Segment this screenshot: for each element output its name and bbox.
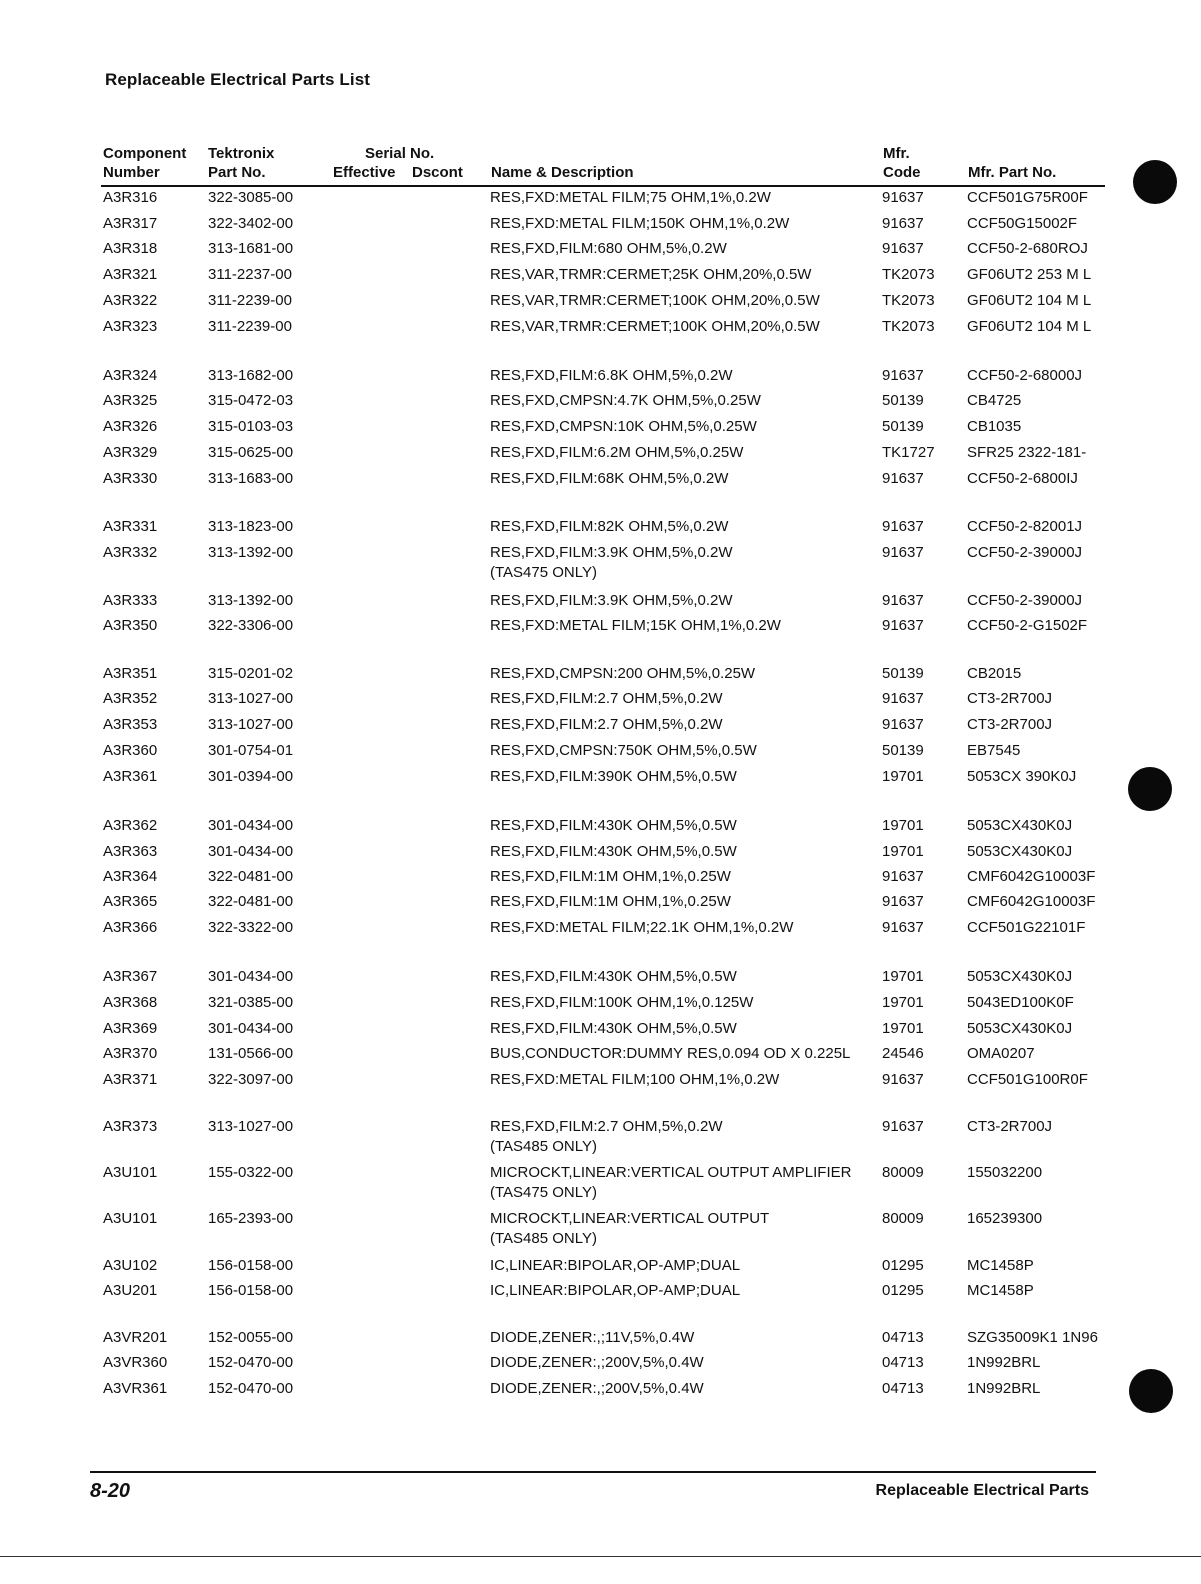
mfr-part-number-cell: CCF501G75R00F (967, 189, 1088, 206)
mfr-part-number-cell: CCF50G15002F (967, 215, 1078, 232)
mfr-code-cell: TK2073 (882, 292, 935, 309)
component-cell: A3R329 (103, 444, 158, 461)
component-cell: A3R351 (103, 665, 158, 682)
name-description-note: (TAS485 ONLY) (490, 1230, 597, 1247)
table-row (0, 317, 1201, 363)
part-number-cell: 152-0470-00 (208, 1380, 294, 1397)
mfr-part-number-cell: CCF50-2-39000J (967, 544, 1083, 561)
binder-hole (1129, 1369, 1173, 1413)
component-cell: A3R362 (103, 817, 158, 834)
name-description-cell: RES,VAR,TRMR:CERMET;100K OHM,20%,0.5W (490, 318, 820, 335)
name-description-cell: RES,FXD,FILM:6.8K OHM,5%,0.2W (490, 367, 733, 384)
binder-hole (1133, 160, 1177, 204)
name-description-cell: DIODE,ZENER:,;200V,5%,0.4W (490, 1380, 704, 1397)
mfr-part-number-cell: CCF501G22101F (967, 919, 1086, 936)
mfr-code-cell: TK2073 (882, 318, 935, 335)
name-description-cell: RES,FXD,FILM:430K OHM,5%,0.5W (490, 817, 737, 834)
part-number-cell: 155-0322-00 (208, 1164, 294, 1181)
mfr-code-cell: 50139 (882, 742, 924, 759)
mfr-part-number-cell: CCF50-2-39000J (967, 592, 1083, 609)
mfr-code-cell: 04713 (882, 1329, 924, 1346)
mfr-code-cell: 91637 (882, 617, 924, 634)
component-cell: A3U201 (103, 1282, 158, 1299)
name-description-cell: RES,FXD,FILM:430K OHM,5%,0.5W (490, 843, 737, 860)
mfr-part-number-cell: MC1458P (967, 1257, 1034, 1274)
mfr-code-cell: 50139 (882, 665, 924, 682)
name-description-cell: RES,FXD:METAL FILM;150K OHM,1%,0.2W (490, 215, 790, 232)
name-description-cell: RES,VAR,TRMR:CERMET;100K OHM,20%,0.5W (490, 292, 820, 309)
mfr-part-number-cell: GF06UT2 104 M L (967, 318, 1092, 335)
component-cell: A3U101 (103, 1164, 158, 1181)
name-description-cell: RES,FXD,FILM:680 OHM,5%,0.2W (490, 240, 727, 257)
mfr-part-number-cell: 5053CX 390K0J (967, 768, 1077, 785)
mfr-code-cell: TK1727 (882, 444, 935, 461)
mfr-code-cell: 91637 (882, 367, 924, 384)
mfr-part-number-cell: CB4725 (967, 392, 1022, 409)
name-description-cell: RES,FXD,CMPSN:200 OHM,5%,0.25W (490, 665, 756, 682)
part-number-cell: 322-3085-00 (208, 189, 294, 206)
name-description-cell: RES,FXD:METAL FILM;100 OHM,1%,0.2W (490, 1071, 780, 1088)
part-number-cell: 156-0158-00 (208, 1257, 294, 1274)
table-row (0, 469, 1201, 515)
name-description-cell: RES,FXD:METAL FILM;75 OHM,1%,0.2W (490, 189, 771, 206)
page-number: 8-20 (90, 1480, 131, 1502)
part-number-cell: 313-1392-00 (208, 592, 294, 609)
mfr-code-cell: 91637 (882, 215, 924, 232)
mfr-code-cell: 24546 (882, 1045, 924, 1062)
footer-section-title: Replaceable Electrical Parts (875, 1482, 1089, 1499)
name-description-cell: RES,FXD,FILM:1M OHM,1%,0.25W (490, 868, 731, 885)
component-cell: A3R360 (103, 742, 158, 759)
part-number-cell: 165-2393-00 (208, 1210, 294, 1227)
part-number-cell: 313-1682-00 (208, 367, 294, 384)
part-number-cell: 322-3402-00 (208, 215, 294, 232)
footer-rule (90, 1471, 1096, 1473)
mfr-part-number-cell: CCF50-2-680ROJ (967, 240, 1088, 257)
part-number-cell: 313-1027-00 (208, 716, 294, 733)
header-serial: Serial No. (365, 145, 435, 162)
component-cell: A3R324 (103, 367, 158, 384)
part-number-cell: 156-0158-00 (208, 1282, 294, 1299)
mfr-part-number-cell: MC1458P (967, 1282, 1034, 1299)
name-description-cell: RES,FXD,FILM:390K OHM,5%,0.5W (490, 768, 737, 785)
header-mfr-line1: Mfr. (883, 145, 910, 162)
name-description-cell: RES,FXD,FILM:6.2M OHM,5%,0.25W (490, 444, 744, 461)
component-cell: A3R322 (103, 292, 158, 309)
mfr-part-number-cell: CCF50-2-G1502F (967, 617, 1088, 634)
name-description-cell: RES,VAR,TRMR:CERMET;25K OHM,20%,0.5W (490, 266, 812, 283)
mfr-code-cell: 04713 (882, 1354, 924, 1371)
part-number-cell: 152-0470-00 (208, 1354, 294, 1371)
part-number-cell: 315-0201-02 (208, 665, 294, 682)
component-cell: A3U102 (103, 1257, 158, 1274)
header-tektronix-line2: Part No. (208, 164, 266, 181)
table-row (0, 616, 1201, 662)
name-description-note: (TAS475 ONLY) (490, 564, 597, 581)
mfr-part-number-cell: CCF50-2-6800IJ (967, 470, 1078, 487)
mfr-code-cell: 91637 (882, 189, 924, 206)
header-component-line2: Number (103, 164, 160, 181)
name-description-cell: MICROCKT,LINEAR:VERTICAL OUTPUT (490, 1210, 770, 1227)
table-row (0, 1117, 1201, 1163)
name-description-cell: RES,FXD,FILM:1M OHM,1%,0.25W (490, 893, 731, 910)
mfr-part-number-cell: CB2015 (967, 665, 1022, 682)
part-number-cell: 301-0394-00 (208, 768, 294, 785)
table-row (0, 767, 1201, 813)
mfr-code-cell: 19701 (882, 994, 924, 1011)
part-number-cell: 131-0566-00 (208, 1045, 294, 1062)
mfr-code-cell: 80009 (882, 1164, 924, 1181)
mfr-part-number-cell: CT3-2R700J (967, 690, 1053, 707)
component-cell: A3R361 (103, 768, 158, 785)
name-description-cell: RES,FXD,FILM:68K OHM,5%,0.2W (490, 470, 729, 487)
name-description-note: (TAS475 ONLY) (490, 1184, 597, 1201)
name-description-cell: IC,LINEAR:BIPOLAR,OP-AMP;DUAL (490, 1257, 741, 1274)
name-description-cell: IC,LINEAR:BIPOLAR,OP-AMP;DUAL (490, 1282, 741, 1299)
mfr-code-cell: 91637 (882, 868, 924, 885)
mfr-part-number-cell: CT3-2R700J (967, 716, 1053, 733)
part-number-cell: 301-0754-01 (208, 742, 294, 759)
part-number-cell: 322-3097-00 (208, 1071, 294, 1088)
component-cell: A3R369 (103, 1020, 158, 1037)
mfr-part-number-cell: 5053CX430K0J (967, 817, 1073, 834)
mfr-code-cell: 50139 (882, 392, 924, 409)
part-number-cell: 315-0625-00 (208, 444, 294, 461)
component-cell: A3R325 (103, 392, 158, 409)
mfr-code-cell: 19701 (882, 817, 924, 834)
name-description-cell: RES,FXD,FILM:3.9K OHM,5%,0.2W (490, 592, 733, 609)
component-cell: A3R331 (103, 518, 158, 535)
mfr-code-cell: 04713 (882, 1380, 924, 1397)
mfr-code-cell: 01295 (882, 1282, 924, 1299)
component-cell: A3VR201 (103, 1329, 168, 1346)
mfr-code-cell: 91637 (882, 690, 924, 707)
part-number-cell: 313-1027-00 (208, 690, 294, 707)
mfr-part-number-cell: CMF6042G10003F (967, 893, 1096, 910)
component-cell: A3R352 (103, 690, 158, 707)
component-cell: A3R323 (103, 318, 158, 335)
name-description-cell: RES,FXD,FILM:82K OHM,5%,0.2W (490, 518, 729, 535)
mfr-code-cell: 91637 (882, 1118, 924, 1135)
component-cell: A3R373 (103, 1118, 158, 1135)
mfr-part-number-cell: 5053CX430K0J (967, 1020, 1073, 1037)
name-description-cell: DIODE,ZENER:,;200V,5%,0.4W (490, 1354, 704, 1371)
name-description-cell: RES,FXD,FILM:3.9K OHM,5%,0.2W (490, 544, 733, 561)
mfr-code-cell: 91637 (882, 592, 924, 609)
name-description-cell: DIODE,ZENER:,;11V,5%,0.4W (490, 1329, 695, 1346)
part-number-cell: 313-1392-00 (208, 544, 294, 561)
part-number-cell: 321-0385-00 (208, 994, 294, 1011)
component-cell: A3R363 (103, 843, 158, 860)
part-number-cell: 313-1823-00 (208, 518, 294, 535)
header-mfr-part: Mfr. Part No. (968, 164, 1057, 181)
mfr-part-number-cell: 5053CX430K0J (967, 843, 1073, 860)
mfr-code-cell: 50139 (882, 418, 924, 435)
table-row (0, 543, 1201, 589)
header-name: Name & Description (491, 164, 634, 181)
name-description-cell: RES,FXD,FILM:2.7 OHM,5%,0.2W (490, 716, 723, 733)
part-number-cell: 313-1681-00 (208, 240, 294, 257)
table-row (0, 1379, 1201, 1425)
mfr-part-number-cell: 155032200 (967, 1164, 1043, 1181)
mfr-code-cell: 91637 (882, 716, 924, 733)
mfr-part-number-cell: 5053CX430K0J (967, 968, 1073, 985)
header-serial-dscont: Dscont (412, 164, 463, 181)
part-number-cell: 311-2239-00 (208, 292, 292, 309)
mfr-part-number-cell: EB7545 (967, 742, 1021, 759)
table-row (0, 1209, 1201, 1255)
component-cell: A3R316 (103, 189, 158, 206)
name-description-cell: MICROCKT,LINEAR:VERTICAL OUTPUT AMPLIFIER (490, 1164, 852, 1181)
mfr-code-cell: 91637 (882, 919, 924, 936)
header-component-line1: Component (103, 145, 187, 162)
mfr-part-number-cell: OMA0207 (967, 1045, 1035, 1062)
name-description-cell: RES,FXD,FILM:430K OHM,5%,0.5W (490, 968, 737, 985)
name-description-cell: BUS,CONDUCTOR:DUMMY RES,0.094 OD X 0.225L (490, 1045, 851, 1062)
mfr-part-number-cell: 1N992BRL (967, 1354, 1041, 1371)
component-cell: A3R321 (103, 266, 158, 283)
page-title: Replaceable Electrical Parts List (105, 70, 371, 89)
name-description-note: (TAS485 ONLY) (490, 1138, 597, 1155)
header-mfr-line2: Code (883, 164, 921, 181)
part-number-cell: 313-1683-00 (208, 470, 294, 487)
mfr-code-cell: 91637 (882, 893, 924, 910)
mfr-code-cell: 91637 (882, 240, 924, 257)
name-description-cell: RES,FXD:METAL FILM;15K OHM,1%,0.2W (490, 617, 781, 634)
mfr-code-cell: 91637 (882, 544, 924, 561)
component-cell: A3R371 (103, 1071, 158, 1088)
mfr-code-cell: 91637 (882, 1071, 924, 1088)
mfr-part-number-cell: 1N992BRL (967, 1380, 1041, 1397)
mfr-code-cell: 19701 (882, 1020, 924, 1037)
component-cell: A3R365 (103, 893, 158, 910)
component-cell: A3R367 (103, 968, 158, 985)
mfr-code-cell: 19701 (882, 968, 924, 985)
mfr-code-cell: 19701 (882, 768, 924, 785)
binder-hole (1128, 767, 1172, 811)
part-number-cell: 311-2237-00 (208, 266, 292, 283)
component-cell: A3R326 (103, 418, 158, 435)
scan-edge-rule (0, 1556, 1201, 1557)
mfr-part-number-cell: SZG35009K1 1N96 (967, 1329, 1098, 1346)
mfr-part-number-cell: CCF50-2-82001J (967, 518, 1083, 535)
header-tektronix-line1: Tektronix (208, 145, 275, 162)
component-cell: A3R370 (103, 1045, 158, 1062)
component-cell: A3VR361 (103, 1380, 168, 1397)
mfr-part-number-cell: 5043ED100K0F (967, 994, 1074, 1011)
component-cell: A3R364 (103, 868, 158, 885)
part-number-cell: 313-1027-00 (208, 1118, 294, 1135)
component-cell: A3R350 (103, 617, 158, 634)
component-cell: A3R317 (103, 215, 158, 232)
name-description-cell: RES,FXD,CMPSN:10K OHM,5%,0.25W (490, 418, 757, 435)
part-number-cell: 301-0434-00 (208, 1020, 294, 1037)
component-cell: A3R318 (103, 240, 158, 257)
name-description-cell: RES,FXD,FILM:2.7 OHM,5%,0.2W (490, 690, 723, 707)
part-number-cell: 301-0434-00 (208, 968, 294, 985)
table-row (0, 1281, 1201, 1327)
mfr-part-number-cell: SFR25 2322-181- (967, 444, 1087, 461)
component-cell: A3R353 (103, 716, 158, 733)
mfr-code-cell: 91637 (882, 518, 924, 535)
mfr-part-number-cell: CMF6042G10003F (967, 868, 1096, 885)
name-description-cell: RES,FXD,FILM:430K OHM,5%,0.5W (490, 1020, 737, 1037)
header-serial-effective: Effective (333, 164, 396, 181)
mfr-part-number-cell: CCF501G100R0F (967, 1071, 1088, 1088)
mfr-part-number-cell: 165239300 (967, 1210, 1043, 1227)
mfr-part-number-cell: CB1035 (967, 418, 1022, 435)
table-row (0, 1163, 1201, 1209)
part-number-cell: 301-0434-00 (208, 817, 294, 834)
component-cell: A3R368 (103, 994, 158, 1011)
table-row (0, 1070, 1201, 1116)
mfr-part-number-cell: GF06UT2 104 M L (967, 292, 1092, 309)
mfr-part-number-cell: CCF50-2-68000J (967, 367, 1083, 384)
mfr-code-cell: 80009 (882, 1210, 924, 1227)
part-number-cell: 152-0055-00 (208, 1329, 294, 1346)
name-description-cell: RES,FXD,FILM:100K OHM,1%,0.125W (490, 994, 754, 1011)
mfr-code-cell: TK2073 (882, 266, 935, 283)
component-cell: A3VR360 (103, 1354, 168, 1371)
component-cell: A3R366 (103, 919, 158, 936)
part-number-cell: 322-0481-00 (208, 868, 294, 885)
mfr-code-cell: 91637 (882, 470, 924, 487)
mfr-part-number-cell: CT3-2R700J (967, 1118, 1053, 1135)
part-number-cell: 311-2239-00 (208, 318, 292, 335)
part-number-cell: 322-3306-00 (208, 617, 294, 634)
table-row (0, 918, 1201, 964)
name-description-cell: RES,FXD,FILM:2.7 OHM,5%,0.2W (490, 1118, 723, 1135)
name-description-cell: RES,FXD,CMPSN:4.7K OHM,5%,0.25W (490, 392, 761, 409)
part-number-cell: 322-3322-00 (208, 919, 294, 936)
part-number-cell: 315-0103-03 (208, 418, 294, 435)
name-description-cell: RES,FXD:METAL FILM;22.1K OHM,1%,0.2W (490, 919, 794, 936)
component-cell: A3R332 (103, 544, 158, 561)
mfr-code-cell: 19701 (882, 843, 924, 860)
name-description-cell: RES,FXD,CMPSN:750K OHM,5%,0.5W (490, 742, 757, 759)
part-number-cell: 322-0481-00 (208, 893, 294, 910)
component-cell: A3R333 (103, 592, 158, 609)
component-cell: A3R330 (103, 470, 158, 487)
mfr-part-number-cell: GF06UT2 253 M L (967, 266, 1092, 283)
mfr-code-cell: 01295 (882, 1257, 924, 1274)
part-number-cell: 315-0472-03 (208, 392, 294, 409)
component-cell: A3U101 (103, 1210, 158, 1227)
part-number-cell: 301-0434-00 (208, 843, 294, 860)
